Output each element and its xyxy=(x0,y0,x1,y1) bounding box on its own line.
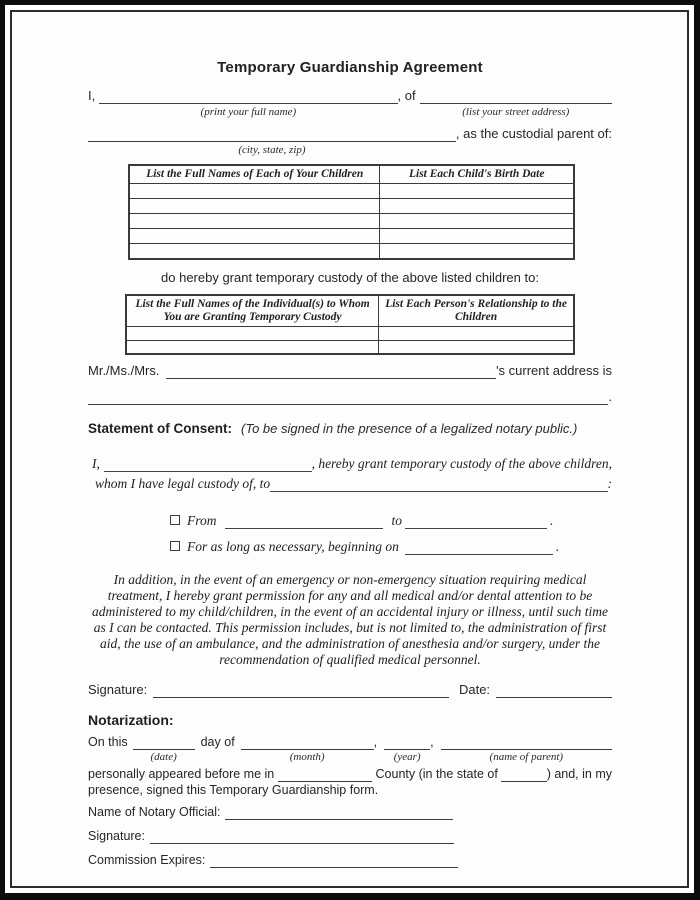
empty-cell xyxy=(380,244,574,259)
empty-row xyxy=(129,244,574,259)
custodian-relationship-header: List Each Person's Relationship to the Children xyxy=(379,295,574,327)
presence-row xyxy=(88,783,612,798)
consent-heading-row xyxy=(88,421,612,437)
custodian-table xyxy=(125,294,575,356)
empty-cell xyxy=(379,340,574,354)
consent-custody-terminator: : xyxy=(607,476,612,491)
on-this-text: On this xyxy=(88,735,128,749)
custodial-parent-text: , as the custodial parent of: xyxy=(455,126,612,141)
from-label: From xyxy=(187,513,217,528)
consent-parent-name-blank xyxy=(104,458,312,472)
commission-row xyxy=(88,853,612,868)
empty-cell xyxy=(380,199,574,214)
to-label: to xyxy=(391,513,403,528)
comma-1: , xyxy=(373,735,378,749)
empty-cell xyxy=(379,326,574,340)
empty-cell xyxy=(129,229,380,244)
notarization-heading: Notarization: xyxy=(88,712,174,728)
city-state-zip-blank xyxy=(88,129,456,156)
state-suffix-text: ) and, in my xyxy=(546,767,612,781)
consent-note: (To be signed in the presence of a legalized notary public.) xyxy=(241,421,578,436)
current-address-line-2 xyxy=(88,389,612,405)
empty-row xyxy=(129,184,574,199)
consent-custodian-blank xyxy=(270,478,607,492)
children-table xyxy=(128,164,575,260)
on-this-day-row xyxy=(88,735,612,763)
date-blank xyxy=(496,685,612,698)
empty-cell xyxy=(129,244,380,259)
empty-cell xyxy=(126,326,379,340)
custodian-name-blank xyxy=(166,366,497,379)
custodian-names-header: List the Full Names of the Individual(s) to Whom You are Granting Temporary Custody xyxy=(126,295,379,327)
city-state-zip-label: (city, state, zip) xyxy=(238,144,306,156)
consent-line-1 xyxy=(88,455,612,472)
current-address-line-1 xyxy=(88,363,612,379)
address-terminator: . xyxy=(608,389,612,404)
street-address-blank xyxy=(420,91,612,118)
empty-cell xyxy=(380,214,574,229)
empty-row xyxy=(126,326,574,340)
signature-label: Signature: xyxy=(88,682,148,697)
consent-line-2 xyxy=(88,475,612,492)
consent-i-prefix: I, xyxy=(92,456,100,471)
beginning-date-blank xyxy=(405,541,553,555)
signature-blank xyxy=(153,685,449,698)
comma-2: , xyxy=(430,735,434,749)
consent-custody-text: whom I have legal custody of, to xyxy=(95,476,271,491)
empty-cell xyxy=(380,229,574,244)
children-names-header: List the Full Names of Each of Your Children xyxy=(129,165,380,184)
notary-signature-blank xyxy=(150,832,454,844)
necessary-label: For as long as necessary, beginning on xyxy=(187,539,399,554)
notary-date-label: (date) xyxy=(150,751,177,763)
from-row-period: . xyxy=(550,513,554,528)
empty-row xyxy=(129,229,574,244)
notary-month-label: (month) xyxy=(289,751,325,763)
notary-year-label: (year) xyxy=(393,751,421,763)
empty-row xyxy=(129,214,574,229)
intro-line-1 xyxy=(88,88,612,118)
empty-row xyxy=(129,199,574,214)
notary-parent-label: (name of parent) xyxy=(489,751,564,763)
necessary-row-period: . xyxy=(555,539,560,554)
empty-cell xyxy=(380,184,574,199)
children-birthdate-header: List Each Child's Birth Date xyxy=(380,165,574,184)
notary-name-row xyxy=(88,805,612,820)
guardianship-form-document xyxy=(17,17,683,883)
county-blank xyxy=(278,770,371,782)
from-date-blank xyxy=(225,515,383,529)
of-connector: , of xyxy=(397,88,416,103)
appeared-prefix-text: personally appeared before me in xyxy=(88,767,275,781)
full-name-label: (print your full name) xyxy=(200,106,297,118)
empty-cell xyxy=(126,340,379,354)
children-table-header-row xyxy=(129,165,574,184)
commission-blank xyxy=(210,856,458,868)
notary-date-blank xyxy=(133,738,195,763)
notary-signature-label: Signature: xyxy=(88,829,145,843)
state-blank xyxy=(501,770,547,782)
grant-statement: do hereby grant temporary custody of the above listed children to: xyxy=(161,269,539,285)
signature-date-row xyxy=(88,682,612,698)
consent-heading: Statement of Consent: xyxy=(88,421,233,436)
to-date-blank xyxy=(405,515,547,529)
county-text: County (in the state of xyxy=(375,767,498,781)
consent-grant-text: , hereby grant temporary custody of the above children, xyxy=(311,456,612,471)
appeared-row xyxy=(88,767,612,782)
duration-option-from-row xyxy=(88,512,612,529)
i-prefix: I, xyxy=(88,88,96,103)
commission-label: Commission Expires: xyxy=(88,853,206,867)
honorific-prefix: Mr./Ms./Mrs. xyxy=(88,363,160,378)
from-checkbox xyxy=(170,515,180,525)
empty-cell xyxy=(129,199,380,214)
full-name-blank xyxy=(99,91,397,118)
duration-option-necessary-row xyxy=(88,538,612,555)
presence-text: presence, signed this Temporary Guardianship form. xyxy=(88,783,379,797)
empty-row xyxy=(126,340,574,354)
necessary-checkbox xyxy=(170,541,180,551)
medical-consent-paragraph: In addition, in the event of an emergency or non-emergency situation requiring medical treatment, I hereby grant permission for any and all medical and/or dental attention to be administered to my child/children, in the event of an accidental injury or illness, until such time as I can be contacted. This permission includes, but is not limited to, the administration of first aid, the use of an ambulance, and the administration of anesthesia and/or surgery, under the recommendation of qualified medical personnel. xyxy=(91,572,609,667)
current-address-blank xyxy=(88,392,608,405)
date-label: Date: xyxy=(458,682,491,697)
current-address-suffix: 's current address is xyxy=(496,363,612,378)
notary-signature-row xyxy=(88,829,612,844)
day-of-text: day of xyxy=(200,735,235,749)
notary-name-label: Name of Notary Official: xyxy=(88,805,221,819)
street-address-label: (list your street address) xyxy=(462,106,570,118)
notary-month-blank xyxy=(241,738,374,763)
empty-cell xyxy=(129,184,380,199)
document-title: Temporary Guardianship Agreement xyxy=(217,59,483,76)
notary-parent-name-blank xyxy=(441,738,612,763)
empty-cell xyxy=(129,214,380,229)
intro-line-2 xyxy=(88,126,612,156)
notary-name-blank xyxy=(225,808,453,820)
custodian-table-header-row xyxy=(126,295,574,327)
notary-year-blank xyxy=(384,738,430,763)
